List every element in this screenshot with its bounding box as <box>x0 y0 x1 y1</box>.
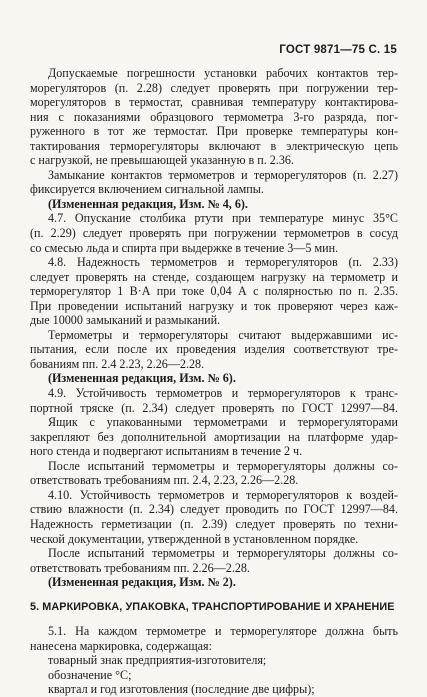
text-line: следует проверять на стенде, создающем нагрузку на термометр и <box>30 269 398 284</box>
document-body <box>30 66 398 697</box>
text-line: квартал и год изготовления (последние две цифры); <box>48 682 315 697</box>
text-line: бованиям пп. 2.4 2.23, 2.26—2.28. <box>30 356 205 371</box>
text-line: 4.10. Устойчивость термометров и терморегуляторов к воздей- <box>48 487 398 502</box>
text-line: Ящик с упакованными термометрами и терморегуляторами <box>48 415 398 430</box>
text-line: 4.8. Надежность термометров и терморегуляторов (п. 2.33) <box>48 255 398 270</box>
text-line: 4.9. Устойчивость термометров и терморегуляторов к транс- <box>48 386 398 401</box>
spacer <box>30 614 398 624</box>
section-heading: 5. МАРКИРОВКА, УПАКОВКА, ТРАНСПОРТИРОВАНИЕ И ХРАНЕНИЕ <box>30 600 395 613</box>
text-line: (Измененная редакция, Изм. № 2). <box>48 575 236 590</box>
text-line: нанесена маркировка, содержащая: <box>30 638 212 653</box>
text-line: фиксируется включением сигнальной лампы. <box>30 182 264 197</box>
text-line: портной тряске (п. 2.34) следует проверять по ГОСТ 12997—84. <box>30 400 398 415</box>
text-line: После испытаний термометры и терморегуляторы должны со- <box>48 546 398 561</box>
text-line: 5.1. На каждом термометре и терморегуляторе должна быть <box>48 624 398 639</box>
text-line: пытания, если после их проведения изделия соответствуют тре- <box>30 342 398 357</box>
text-line: тактирования терморегуляторы включают в электрическую цепь <box>30 138 398 153</box>
text-line: (Измененная редакция, Изм. № 4, 6). <box>48 196 248 211</box>
text-line: 4.7. Опускание столбика ртути при температуре минус 35°С <box>48 211 398 226</box>
text-line: После испытаний термометры и терморегуляторы должны со- <box>48 458 398 473</box>
text-line: со смесью льда и спирта при выдержке в течение 3—5 мин. <box>30 240 339 255</box>
text-line: ного стенда и подвергают испытаниям в течение 2 ч. <box>30 444 303 459</box>
text-line: Допускаемые погрешности установки рабочих контактов тер- <box>48 66 398 80</box>
text-line: с нагрузкой, не превышающей указанную в п. 2.36. <box>30 153 294 168</box>
text-line: товарный знак предприятия-изготовителя; <box>48 653 267 668</box>
text-line: морегуляторов в термостат, сравнивая температуру контактирова- <box>30 95 398 110</box>
text-line: ческой документации, утвержденной в установленном порядке. <box>30 531 359 546</box>
text-line: морегуляторов (п. 2.28) следует проверять при погружении тер- <box>30 80 398 95</box>
text-line: закрепляют без дополнительной амортизации на платформе удар- <box>30 429 398 444</box>
text-line: дые 10000 замыканий и размыканий. <box>30 313 221 328</box>
text-line: обозначение °С; <box>48 667 132 682</box>
text-line: При проведении испытаний нагрузку и ток проверяют через каж- <box>30 298 398 313</box>
text-line: Термометры и терморегуляторы считают выдержавшими ис- <box>48 327 398 342</box>
text-line: Надежность герметизации (п. 2.39) следует проверять по техни- <box>30 516 398 531</box>
spacer <box>30 590 398 600</box>
text-line: ответствовать требованиям пп. 2.4, 2.23, 2.26—2.28. <box>30 473 299 488</box>
text-line: ствию влажности (п. 2.34) следует проводить по ГОСТ 12997—84. <box>30 502 398 517</box>
text-line: терморегулятор 1 В·А при токе 0,04 А с полярностью по п. 2.35. <box>30 284 398 299</box>
text-line: ния с показаниями образцового термометра 3-го разряда, пог- <box>30 109 398 124</box>
text-line: (п. 2.29) следует проверять при погружении термометров в сосуд <box>30 226 398 241</box>
text-line: Замыкание контактов термометров и терморегуляторов (п. 2.27) <box>48 167 398 182</box>
text-line: (Измененная редакция, Изм. № 6). <box>48 371 236 386</box>
page-header: ГОСТ 9871—75 С. 15 <box>279 44 397 56</box>
text-line: руженного в тот же термостат. При проверке температуры кон- <box>30 124 398 139</box>
text-line: ответствовать требованиям пп. 2.26—2.28. <box>30 560 250 575</box>
